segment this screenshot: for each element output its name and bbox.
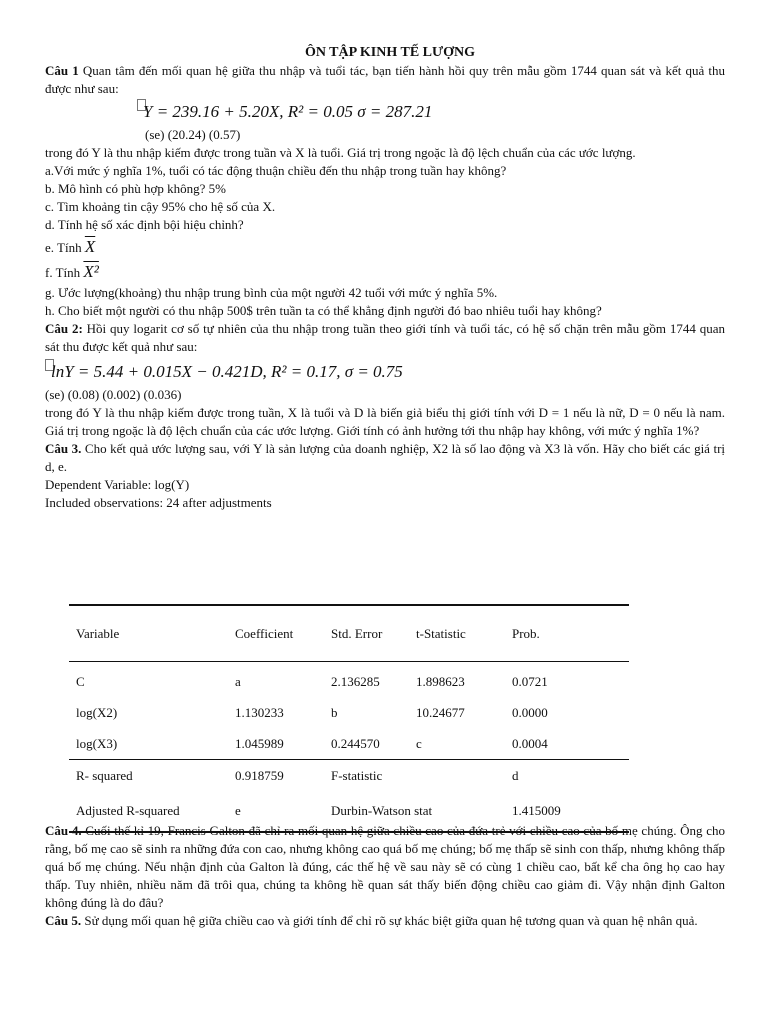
regression-table: [69, 604, 629, 833]
q1-intro: [45, 62, 725, 98]
q1-part-b: b. Mô hình có phù hợp không? 5%: [45, 181, 226, 196]
q3-intro-text: Cho kết quả ước lượng sau, với Y là sản lượng của doanh nghiệp, X2 là số lao động và X3 là vốn. Hãy cho biết các giá trị d, e.: [45, 441, 726, 474]
table-stats-row: [69, 760, 629, 792]
table-header-cell: t-Statistic: [409, 605, 505, 662]
table-cell: 10.24677: [416, 704, 465, 720]
q1-part-d: d. Tính hệ số xác định bội hiệu chỉnh?: [45, 217, 244, 232]
q1-part-f-expression: X²: [83, 262, 99, 281]
table-cell: 0.0000: [512, 704, 548, 720]
q1-part-g: g. Ước lượng(khoảng) thu nhập trung bình của một người 42 tuổi với mức ý nghĩa 5%.: [45, 285, 498, 300]
table-cell: C: [76, 673, 85, 689]
table-cell: Durbin-Watson stat: [324, 791, 505, 832]
table-cell: log(X3): [76, 735, 118, 751]
q2-equation-text: lnY = 5.44 + 0.015X − 0.421D, R² = 0.17, σ = 0.75: [51, 362, 403, 381]
table-cell: c: [416, 735, 422, 751]
table-cell: d: [505, 760, 629, 792]
table-cell: e: [228, 791, 324, 832]
table-header-cell: Std. Error: [324, 605, 409, 662]
q5-text: Sử dụng mối quan hệ giữa chiều cao và giới tính để chỉ rõ sự khác biệt giữa quan hệ tương quan và quan hệ nhân quả.: [84, 913, 698, 928]
q1-part-a: a.Với mức ý nghĩa 1%, tuổi có tác động thuận chiều đến thu nhập trong tuần hay không?: [45, 163, 507, 178]
q2-explanation: trong đó Y là thu nhập kiếm được trong tuần, X là tuổi và D là biến giả biểu thị giới tính với D = 1 nếu là nữ, D = 0 nếu là nam. Giá trị trong ngoặc là độ lệch chuẩn của các ước lượng. Giới tính có ảnh hưởng tới thu nhập hay không, với mức ý nghĩa 1%?: [45, 405, 725, 438]
q4-label: Câu 4.: [45, 823, 82, 838]
table-cell: 1.898623: [416, 673, 465, 689]
q1-part-c: c. Tìm khoảng tin cậy 95% cho hệ số của X.: [45, 199, 276, 214]
table-row: [69, 697, 629, 728]
table-header-cell: Coefficient: [228, 605, 324, 662]
q1-part-e-label: e. Tính: [45, 240, 82, 255]
table-cell: 0.918759: [228, 760, 324, 792]
document-page: [45, 44, 726, 928]
q2-equation: [45, 359, 725, 384]
q5-paragraph: [45, 912, 725, 930]
q1-label: Câu 1: [45, 63, 79, 78]
q3-observations: Included observations: 24 after adjustments: [45, 495, 272, 510]
table-cell: 1.045989: [235, 735, 284, 751]
table-row: [69, 662, 629, 698]
questions-4-5: [45, 822, 725, 930]
table-row: [69, 728, 629, 760]
q3-intro: [45, 440, 725, 476]
table-cell: 1.130233: [235, 704, 284, 720]
q2-intro-text: Hồi quy logarit cơ số tự nhiên của thu nhập trong tuần theo giới tính và tuổi tác, có hệ số chặn trên mẫu gồm 1744 quan sát thu được kết quả như sau:: [45, 321, 726, 354]
table-header-cell: Prob.: [505, 605, 629, 662]
q1-explanation: trong đó Y là thu nhập kiếm được trong tuần và X là tuổi. Giá trị trong ngoặc là độ lệch chuẩn của các ước lượng.: [45, 145, 636, 160]
q4-text: Cuối thế kỉ 19, Francis Galton đã chỉ ra mối quan hệ giữa chiều cao của đứa trẻ với chiều cao của bố mẹ chúng. Ông cho rằng, bố mẹ cao sẽ sinh ra những đứa con cao, nhưng không cao quá bố mẹ chúng; bố mẹ thấp sẽ sinh con thấp, nhưng không thấp quá bố mẹ chúng. Nếu nhận định của Galton là đúng, các thế hệ về sau này sẽ có cùng 1 chiều cao, bất kể cha ông họ cao hay thấp. Tuy nhiên, nhiều năm đã trôi qua, chúng ta không hề quan sát thấy biến động chiều cao giảm đi. Vậy nhận định Galton không đúng là do đâu?: [45, 823, 726, 910]
q2-standard-errors: (se) (0.08) (0.002) (0.036): [45, 387, 182, 402]
q1-part-f-label: f. Tính: [45, 265, 81, 280]
table-cell: Adjusted R-squared: [69, 791, 228, 832]
q1-intro-text: Quan tâm đến mối quan hệ giữa thu nhập và tuổi tác, bạn tiến hành hồi quy trên mẫu gồm 1744 quan sát và kết quả thu được như sau:: [45, 63, 725, 96]
table-cell: b: [331, 704, 338, 720]
q1-equation-text: Y = 239.16 + 5.20X, R² = 0.05 σ = 287.21: [143, 102, 433, 121]
q1-part-h: h. Cho biết một người có thu nhập 500$ trên tuần ta có thể khẳng định người đó bao nhiêu tuổi hay không?: [45, 303, 602, 318]
q1-part-f: [45, 263, 725, 282]
q3-label: Câu 3.: [45, 441, 82, 456]
table-cell: log(X2): [76, 704, 118, 720]
q4-paragraph: [45, 822, 725, 912]
table-cell: 0.0004: [512, 735, 548, 751]
q5-label: Câu 5.: [45, 913, 82, 928]
table-cell: a: [235, 673, 241, 689]
table-cell: R- squared: [69, 760, 228, 792]
q2-label: Câu 2:: [45, 321, 83, 336]
table-cell: 2.136285: [331, 673, 380, 689]
table-header-row: [69, 605, 629, 662]
q1-standard-errors: (se) (20.24) (0.57): [145, 127, 241, 142]
q1-equation: [45, 99, 725, 124]
q2-intro: [45, 320, 725, 356]
table-header-cell: Variable: [69, 605, 228, 662]
q1-part-e: [45, 238, 725, 257]
table-cell: F-statistic: [324, 760, 505, 792]
table-cell: 0.0721: [512, 673, 548, 689]
document-title: ÔN TẬP KINH TẾ LƯỢNG: [304, 45, 476, 60]
q3-dependent-variable: Dependent Variable: log(Y): [45, 477, 190, 492]
q1-part-e-expression: $\overline{X}$: [84, 237, 96, 256]
table-cell: 0.244570: [331, 735, 380, 751]
table-cell: 1.415009: [505, 791, 629, 832]
